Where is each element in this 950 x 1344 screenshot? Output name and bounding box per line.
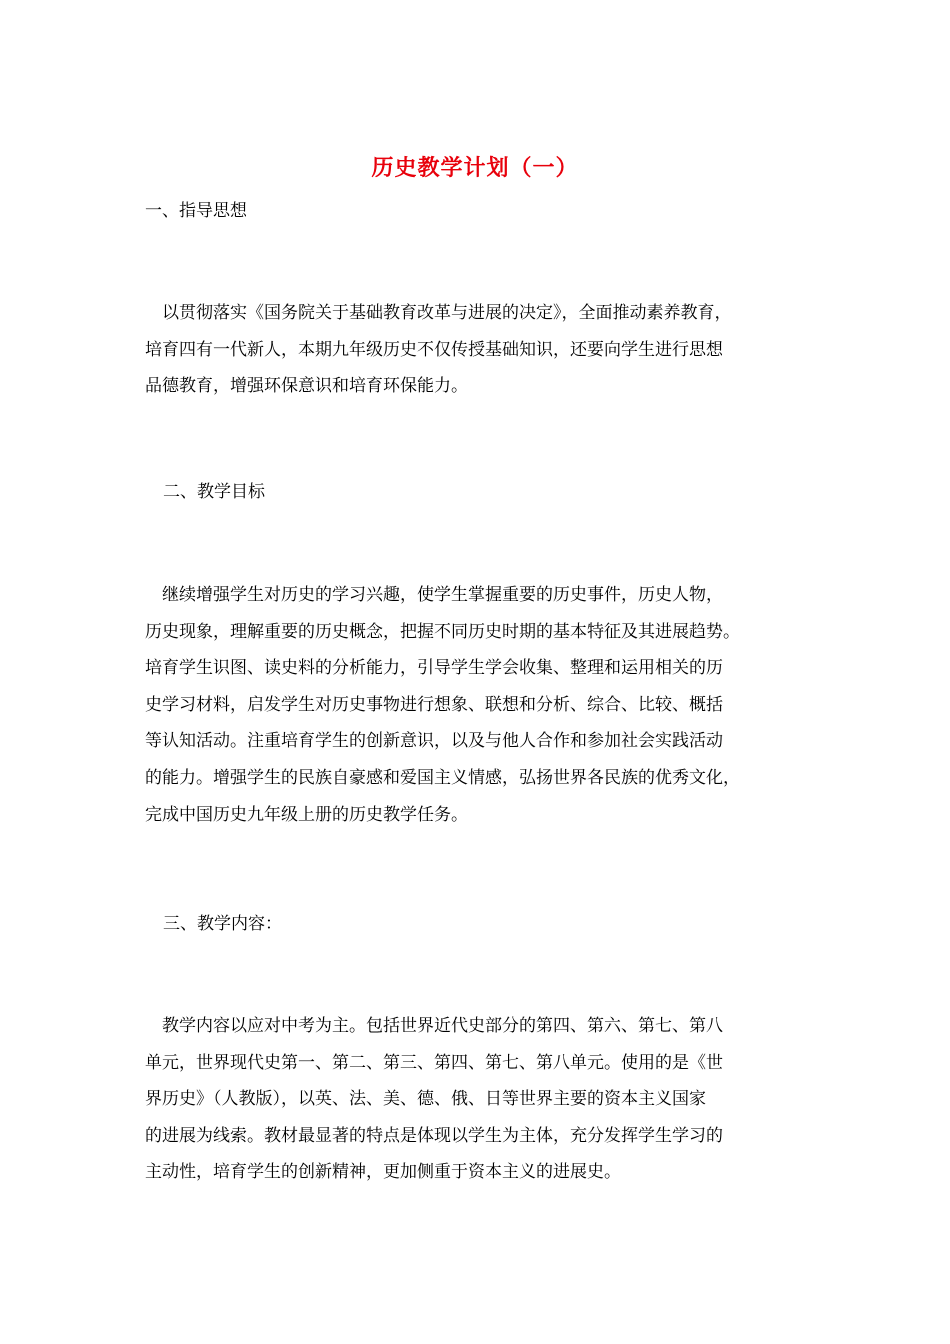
paragraph-line: 单元，世界现代史第一、第二、第三、第四、第七、第八单元。使用的是《世 [145, 1052, 723, 1073]
paragraph-line: 培育四有一代新人，本期九年级历史不仅传授基础知识，还要向学生进行思想 [145, 339, 723, 360]
paragraph-line: 主动性，培育学生的创新精神，更加侧重于资本主义的进展史。 [145, 1162, 621, 1183]
paragraph-line: 培育学生识图、读史料的分析能力，引导学生学会收集、整理和运用相关的历 [145, 658, 723, 679]
paragraph-line: 品德教育，增强环保意识和培育环保能力。 [145, 376, 468, 397]
paragraph-line: 界历史》（人教版），以英、法、美、德、俄、日等世界主要的资本主义国家 [145, 1089, 706, 1110]
paragraph-line: 等认知活动。注重培育学生的创新意识，以及与他人合作和参加社会实践活动 [145, 731, 723, 752]
paragraph-line: 史学习材料，启发学生对历史事物进行想象、联想和分析、综合、比较、概括 [145, 694, 723, 715]
document-title: 历史教学计划（一） [371, 155, 579, 181]
section-paragraph-teaching-goals [145, 577, 815, 833]
section-heading-teaching-goals: 二、教学目标 [163, 482, 265, 502]
paragraph-line: 的进展为线索。教材最显著的特点是体现以学生为主体，充分发挥学生学习的 [145, 1125, 723, 1146]
paragraph-line: 完成中国历史九年级上册的历史教学任务。 [145, 804, 468, 825]
section-heading-teaching-content: 三、教学内容： [163, 914, 282, 934]
paragraph-line: 以贯彻落实《国务院关于基础教育改革与进展的决定》，全面推动素养教育， [145, 303, 732, 323]
section-paragraph-guiding-thought [145, 295, 815, 405]
paragraph-line: 教学内容以应对中考为主。包括世界近代史部分的第四、第六、第七、第八 [145, 1016, 723, 1036]
section-heading-guiding-thought: 一、指导思想 [145, 201, 247, 221]
section-paragraph-teaching-content [145, 1008, 815, 1191]
paragraph-line: 继续增强学生对历史的学习兴趣，使学生掌握重要的历史事件，历史人物， [145, 585, 723, 605]
paragraph-line: 历史现象，理解重要的历史概念，把握不同历史时期的基本特征及其进展趋势。 [145, 621, 740, 642]
paragraph-line: 的能力。增强学生的民族自豪感和爱国主义情感，弘扬世界各民族的优秀文化， [145, 767, 740, 788]
